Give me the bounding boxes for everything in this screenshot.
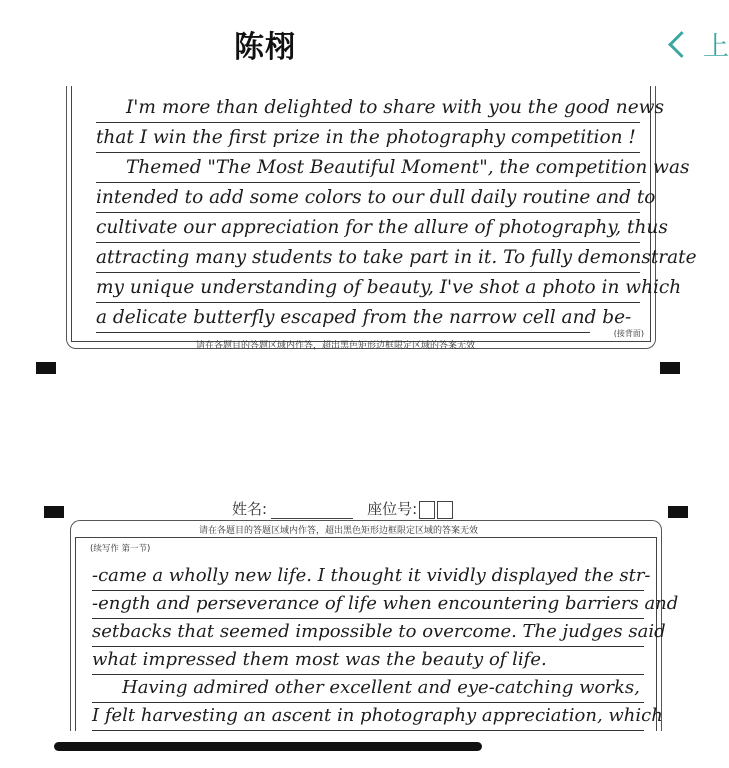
section-label: (续写作 第一节) [90,544,151,554]
answer-area-top [71,86,697,342]
back-button[interactable] [666,26,729,63]
answer-sheet-bottom [70,520,679,731]
alignment-mark [44,506,64,518]
continue-note: (接背面) [613,329,644,338]
back-label: 上 [703,32,729,62]
instruction-note: 请在各题目的答题区域内作答，超出黑色矩形边框限定区域的答案无效 [199,526,479,536]
page-title: 陈栩 [234,30,296,65]
instruction-note: 请在各题目的答题区域内作答，超出黑色矩形边框限定区域的答案无效 [196,341,476,351]
seat-box [437,501,453,519]
student-info-row [232,498,453,519]
alignment-mark [660,362,680,374]
handwritten-line: -came a wholly new life. I thought it vividly displayed the str- [92,562,644,591]
handwritten-line: I felt harvesting an ascent in photography appreciation, which [92,702,644,731]
seat-label: 座位号: [367,500,418,518]
handwritten-line: Themed "The Most Beautiful Moment", the competition was [96,154,640,183]
handwritten-line: a delicate butterfly escaped from the narrow cell and be- [96,304,590,333]
handwritten-line: setbacks that seemed impossible to overcome. The judges said [92,618,644,647]
answer-sheet-top [66,86,697,349]
alignment-mark [668,506,688,518]
handwritten-line: -ength and perseverance of life when encountering barriers and [92,590,644,619]
seat-box [419,501,435,519]
home-indicator[interactable] [54,742,482,751]
name-blank [271,504,353,519]
handwritten-line: attracting many students to take part in it. To fully demonstrate [96,244,640,273]
handwritten-line: my unique understanding of beauty, I've shot a photo in which [96,274,640,303]
handwritten-line: I'm more than delighted to share with you the good news [96,94,640,123]
alignment-mark [36,362,56,374]
handwritten-line: intended to add some colors to our dull daily routine and to [96,184,640,213]
handwritten-line: Having admired other excellent and eye-catching works, [92,674,644,703]
handwritten-line: what impressed them most was the beauty of life. [92,646,644,675]
answer-area-bottom [75,537,679,731]
name-label: 姓名: [232,500,268,518]
handwritten-line: that I win the first prize in the photography competition ! [96,124,640,153]
handwritten-line: cultivate our appreciation for the allure of photography, thus [96,214,640,243]
chevron-left-icon [668,31,695,58]
